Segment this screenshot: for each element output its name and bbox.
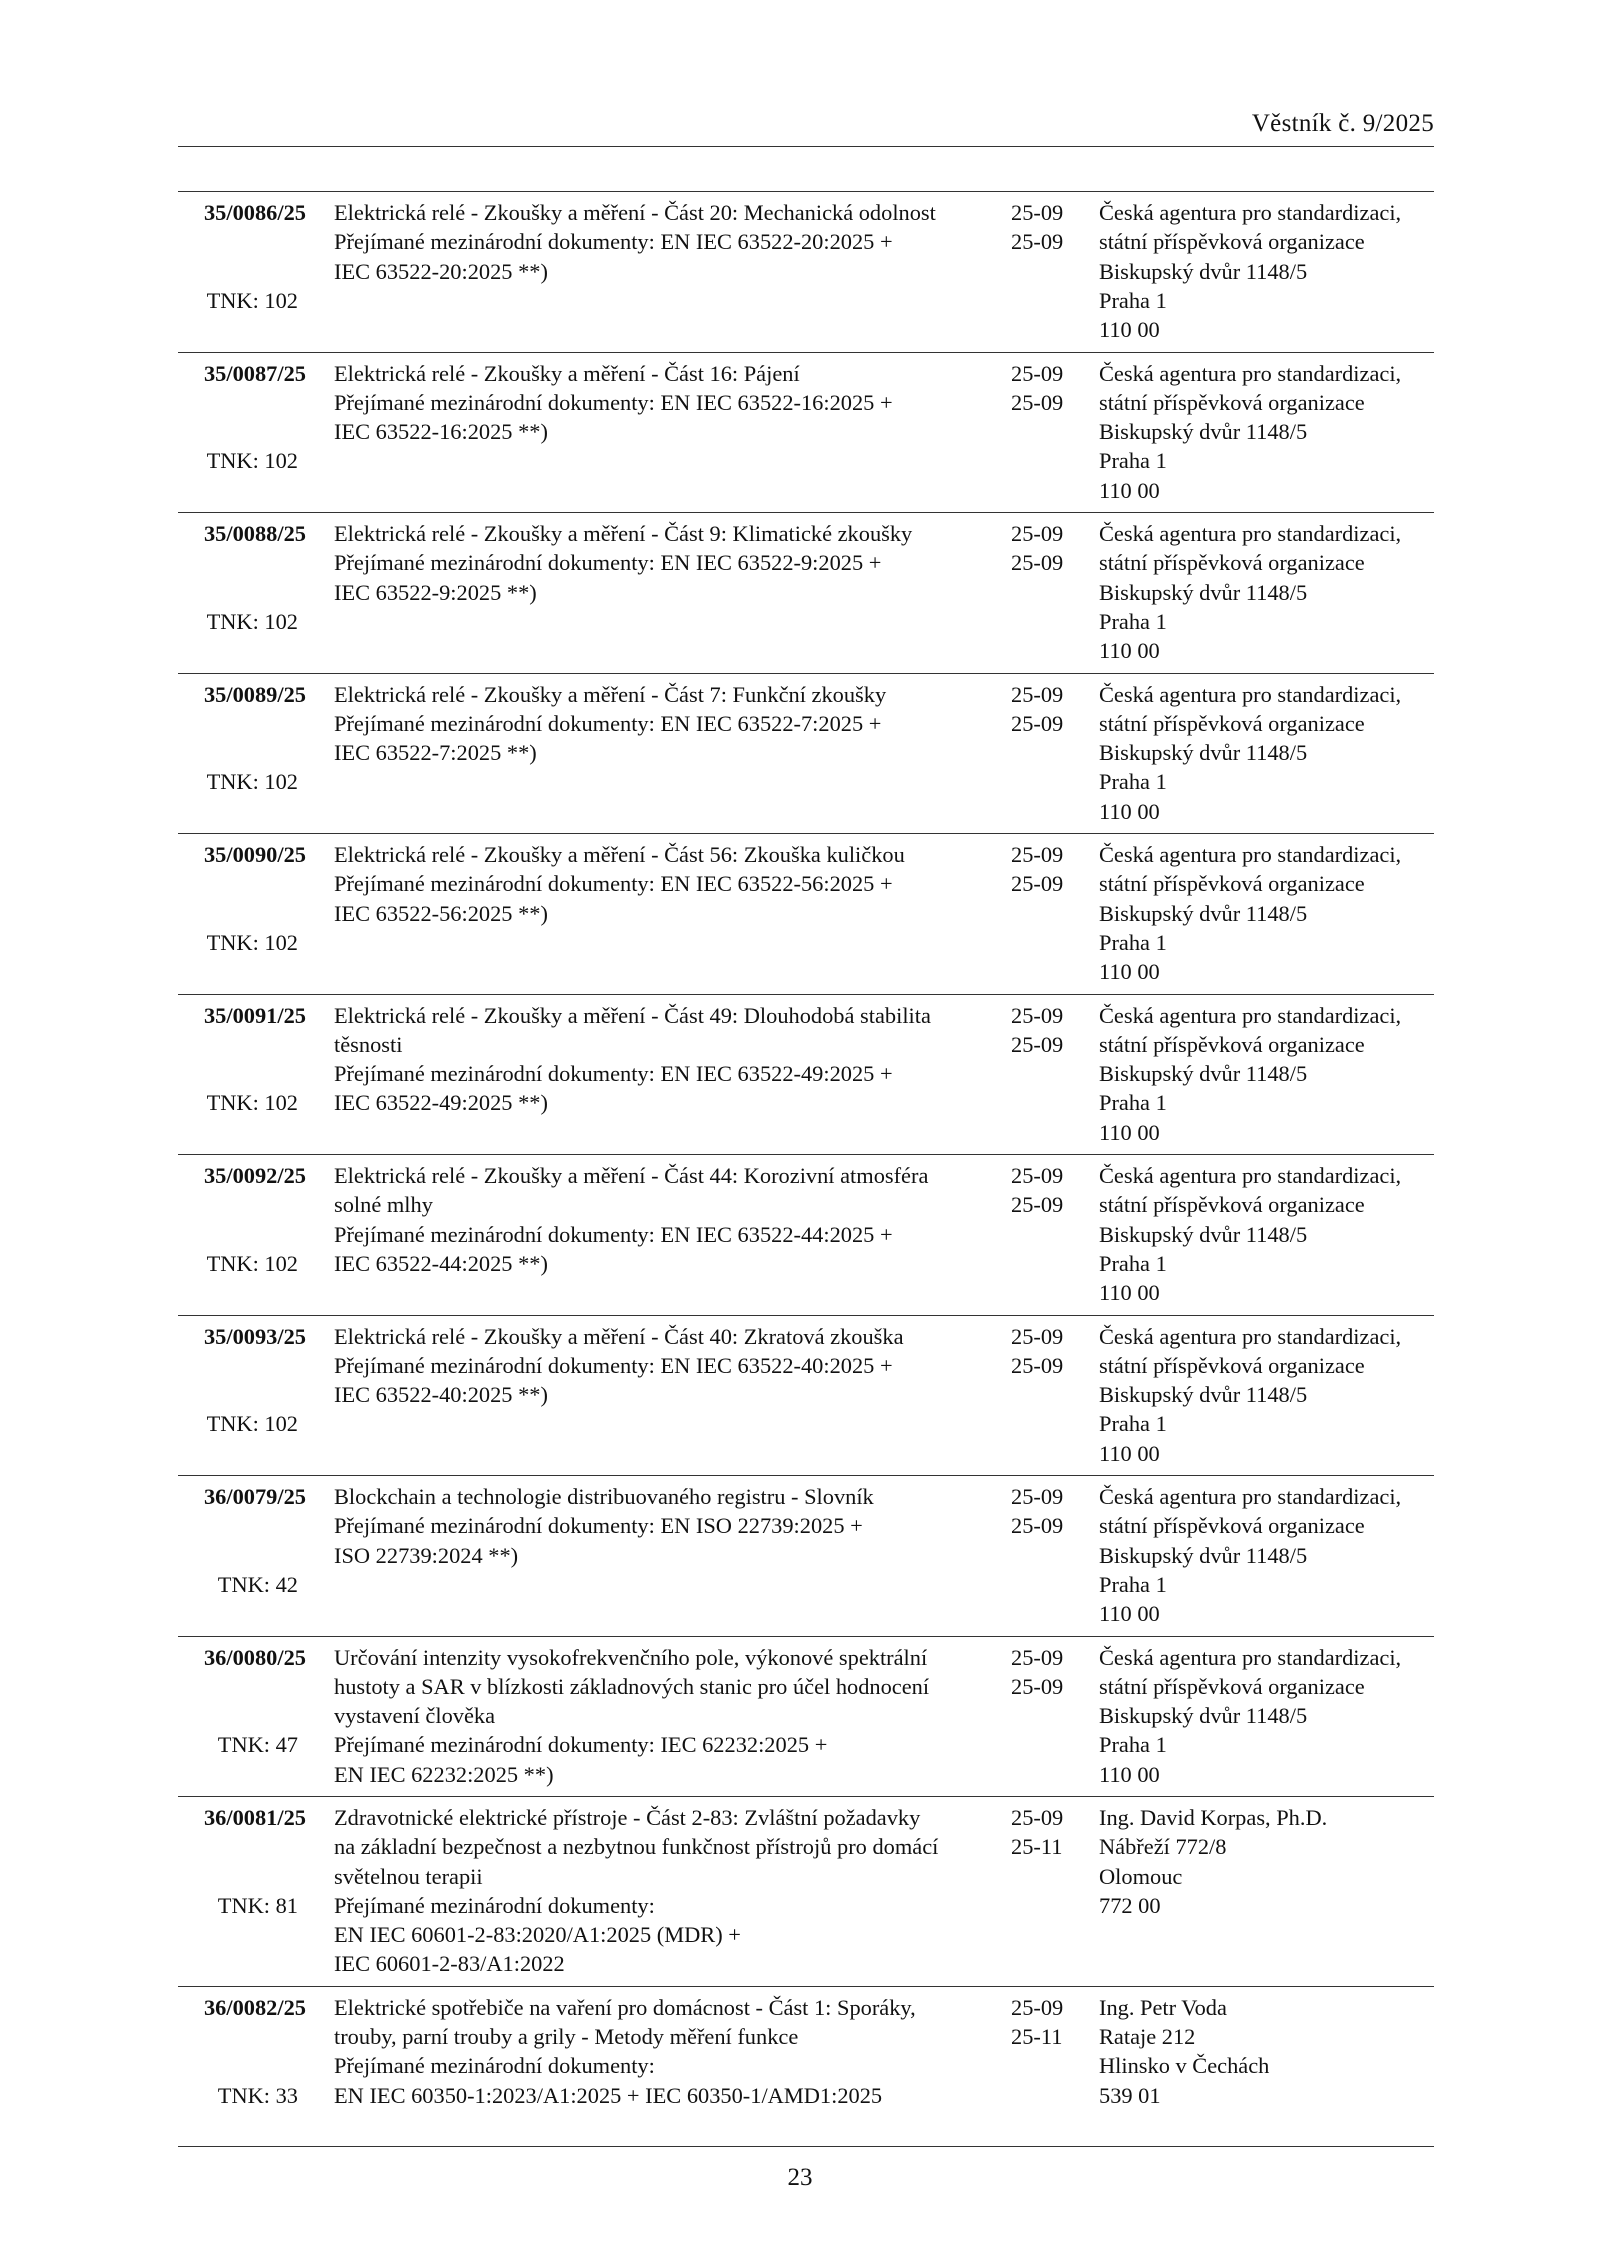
entry-contact [1099,1001,1434,1147]
entry-dates [1011,1001,1081,1060]
contact-line: 110 00 [1099,477,1160,503]
entry-title [334,1993,916,2110]
entry-id: 36/0081/25 [203,1805,306,1830]
date-value: 25-09 [1011,200,1064,225]
title-line: Zdravotnické elektrické přístroje - Část 2-83: Zvláštní požadavky [334,1805,921,1830]
title-line: IEC 63522-16:2025 **) [334,419,548,445]
entry-contact [1099,840,1434,986]
contact-line: Česká agentura pro standardizaci, [1099,521,1402,546]
entry-contact [1099,1993,1434,2110]
entry-title [334,1803,939,1979]
title-line: IEC 63522-7:2025 **) [334,740,537,766]
entry-title [334,1643,930,1789]
table-row [178,1316,1434,1477]
contact-line: Biskupský dvůr 1148/5 [1099,900,1308,926]
entry-contact [1099,1322,1434,1468]
date-value: 25-09 [1011,1484,1064,1509]
contact-line: Praha 1 [1099,1732,1167,1758]
contact-line: 539 01 [1099,2082,1161,2108]
title-line: IEC 63522-40:2025 **) [334,1382,548,1408]
contact-line: Praha 1 [1099,769,1167,795]
contact-line: státní příspěvková organizace [1099,550,1365,576]
entry-dates [1011,1482,1081,1541]
contact-line: 110 00 [1099,1440,1160,1466]
table-row [178,1637,1434,1798]
entry-id-cell [178,1482,306,1511]
entry-id: 36/0082/25 [203,1994,306,2020]
contact-line: státní příspěvková organizace [1099,1352,1365,1378]
entry-dates [1011,1643,1081,1702]
tnk-label: TNK: 33 [217,2082,298,2108]
date-value: 25-09 [1011,1323,1064,1349]
title-line: Elektrická relé - Zkoušky a měření - Část 9: Klimatické zkoušky [334,521,913,546]
title-line: vystavení člověka [334,1703,496,1729]
date-value: 25-09 [1011,842,1064,867]
contact-line: Biskupský dvůr 1148/5 [1099,1221,1308,1247]
entry-id-cell [178,840,306,869]
tnk-label: TNK: 102 [206,1090,298,1116]
entry-dates [1011,1322,1081,1381]
entry-id-cell [178,1993,306,2022]
date-value: 25-09 [1011,1673,1064,1699]
contact-line: Biskupský dvůr 1148/5 [1099,579,1308,605]
title-line: Elektrická relé - Zkoušky a měření - Část 56: Zkouška kuličkou [334,842,905,867]
title-line: Přejímané mezinárodní dokumenty: [334,2053,655,2079]
title-line: IEC 63522-56:2025 **) [334,900,548,926]
entry-dates [1011,1161,1081,1220]
tnk-label: TNK: 42 [217,1571,298,1597]
entry-contact [1099,1803,1434,1920]
contact-line: Praha 1 [1099,929,1167,955]
date-value: 25-09 [1011,389,1064,415]
page-number: 23 [787,2164,813,2191]
entry-dates [1011,680,1081,739]
title-line: EN IEC 60350-1:2023/A1:2025 + IEC 60350-1/AMD1:2025 [334,2082,883,2108]
title-line: ISO 22739:2024 **) [334,1542,519,1568]
entry-contact [1099,519,1434,665]
contact-line: Česká agentura pro standardizaci, [1099,200,1402,225]
title-line: Přejímané mezinárodní dokumenty: [334,1892,655,1918]
tnk-label: TNK: 102 [206,448,298,474]
contact-line: 110 00 [1099,798,1160,824]
tnk-label: TNK: 47 [217,1732,298,1758]
date-value: 25-09 [1011,871,1064,897]
contact-line: Česká agentura pro standardizaci, [1099,1163,1402,1188]
tnk-label: TNK: 102 [206,1411,298,1437]
date-value: 25-09 [1011,1644,1064,1670]
title-line: světelnou terapii [334,1863,483,1889]
contact-line: státní příspěvková organizace [1099,1513,1365,1539]
contact-line: Biskupský dvůr 1148/5 [1099,1382,1308,1408]
entry-dates [1011,198,1081,257]
table-row [178,834,1434,995]
date-value: 25-09 [1011,1352,1064,1378]
entry-title [334,198,936,286]
contact-line: státní příspěvková organizace [1099,229,1365,255]
entry-title [334,1001,931,1118]
title-line: těsnosti [334,1031,403,1057]
title-line: Přejímané mezinárodní dokumenty: EN IEC 63522-49:2025 + [334,1061,893,1087]
table-row [178,1155,1434,1316]
date-value: 25-11 [1011,1834,1063,1860]
contact-line: 110 00 [1099,1601,1160,1627]
entry-id: 35/0088/25 [203,521,306,546]
entry-id: 36/0079/25 [203,1484,306,1509]
table-row [178,513,1434,674]
date-value: 25-09 [1011,550,1064,576]
title-line: hustoty a SAR v blízkosti základnových stanic pro účel hodnocení [334,1673,930,1699]
contact-line: Praha 1 [1099,287,1167,313]
title-line: IEC 63522-9:2025 **) [334,579,537,605]
contact-line: Biskupský dvůr 1148/5 [1099,1542,1308,1568]
contact-line: Rataje 212 [1099,2024,1196,2050]
tnk-label: TNK: 102 [206,929,298,955]
contact-line: 110 00 [1099,959,1160,985]
contact-line: Česká agentura pro standardizaci, [1099,1002,1402,1028]
contact-line: státní příspěvková organizace [1099,389,1365,415]
entry-title [334,1482,874,1570]
contact-line: Praha 1 [1099,1090,1167,1116]
entry-id-cell [178,680,306,709]
table-row [178,1987,1434,2148]
entry-title [334,1322,904,1410]
title-line: Přejímané mezinárodní dokumenty: EN ISO 22739:2025 + [334,1513,863,1539]
contact-line: státní příspěvková organizace [1099,1673,1365,1699]
contact-line: státní příspěvková organizace [1099,871,1365,897]
contact-line: 110 00 [1099,1119,1160,1145]
entry-id-cell [178,359,306,388]
table-row [178,674,1434,835]
title-line: Přejímané mezinárodní dokumenty: EN IEC 63522-20:2025 + [334,229,893,255]
title-line: IEC 63522-20:2025 **) [334,258,548,284]
entry-id: 35/0091/25 [203,1002,306,1028]
date-value: 25-11 [1011,2024,1063,2050]
entry-id-cell [178,1001,306,1030]
table-row [178,995,1434,1156]
contact-line: Praha 1 [1099,1250,1167,1276]
table-row [178,1797,1434,1987]
table-row [178,192,1434,353]
entry-dates [1011,359,1081,418]
entry-dates [1011,519,1081,578]
entry-title [334,840,905,928]
contact-line: Biskupský dvůr 1148/5 [1099,740,1308,766]
entry-id-cell [178,519,306,548]
entry-id: 35/0093/25 [203,1323,306,1349]
entry-id: 35/0086/25 [203,200,306,225]
entry-id: 35/0087/25 [203,360,306,386]
title-line: trouby, parní trouby a grily - Metody měření funkce [334,2024,799,2050]
table-row [178,353,1434,514]
date-value: 25-09 [1011,1192,1064,1218]
entry-id: 35/0089/25 [203,681,306,707]
title-line: Blockchain a technologie distribuovaného registru - Slovník [334,1484,874,1509]
table-row [178,1476,1434,1637]
date-value: 25-09 [1011,1513,1064,1539]
contact-line: Praha 1 [1099,1571,1167,1597]
contact-line: 110 00 [1099,638,1160,664]
contact-line: Praha 1 [1099,448,1167,474]
entry-contact [1099,1643,1434,1789]
title-line: solné mlhy [334,1192,433,1218]
title-line: Elektrická relé - Zkoušky a měření - Část 44: Korozivní atmosféra [334,1163,929,1188]
title-line: Přejímané mezinárodní dokumenty: EN IEC 63522-16:2025 + [334,389,893,415]
title-line: Elektrická relé - Zkoušky a měření - Část 7: Funkční zkoušky [334,681,887,707]
title-line: Elektrická relé - Zkoušky a měření - Část 20: Mechanická odolnost [334,200,936,225]
title-line: na základní bezpečnost a nezbytnou funkčnost přístrojů pro domácí [334,1834,939,1860]
entry-contact [1099,1161,1434,1307]
date-value: 25-09 [1011,521,1064,546]
title-line: Elektrická relé - Zkoušky a měření - Část 40: Zkratová zkouška [334,1323,904,1349]
contact-line: Biskupský dvůr 1148/5 [1099,419,1308,445]
title-line: Elektrické spotřebiče na vaření pro domácnost - Část 1: Sporáky, [334,1994,916,2020]
date-value: 25-09 [1011,681,1064,707]
date-value: 25-09 [1011,1031,1064,1057]
entry-dates [1011,1993,1081,2052]
contact-line: Hlinsko v Čechách [1099,2053,1270,2079]
date-value: 25-09 [1011,1805,1064,1830]
title-line: Elektrická relé - Zkoušky a měření - Část 16: Pájení [334,360,800,386]
entry-contact [1099,359,1434,505]
entry-contact [1099,198,1434,344]
entry-id-cell [178,1161,306,1190]
contact-line: 110 00 [1099,1280,1160,1306]
title-line: IEC 63522-49:2025 **) [334,1090,548,1116]
entry-id-cell [178,198,306,227]
contact-line: Biskupský dvůr 1148/5 [1099,1703,1308,1729]
contact-line: státní příspěvková organizace [1099,1192,1365,1218]
contact-line: Nábřeží 772/8 [1099,1834,1227,1860]
title-line: Přejímané mezinárodní dokumenty: EN IEC 63522-44:2025 + [334,1221,893,1247]
contact-line: Česká agentura pro standardizaci, [1099,360,1402,386]
tnk-label: TNK: 102 [206,769,298,795]
tnk-label: TNK: 102 [206,287,298,313]
contact-line: státní příspěvková organizace [1099,710,1365,736]
contact-line: Biskupský dvůr 1148/5 [1099,1061,1308,1087]
entry-id: 35/0092/25 [203,1163,306,1188]
contact-line: 772 00 [1099,1892,1161,1918]
entry-contact [1099,680,1434,826]
entry-id: 36/0080/25 [203,1644,306,1670]
title-line: Přejímané mezinárodní dokumenty: EN IEC 63522-56:2025 + [334,871,893,897]
entry-dates [1011,1803,1081,1862]
contact-line: Ing. David Korpas, Ph.D. [1099,1805,1328,1830]
contact-line: Česká agentura pro standardizaci, [1099,842,1402,867]
contact-line: Praha 1 [1099,1411,1167,1437]
contact-line: státní příspěvková organizace [1099,1031,1365,1057]
tnk-label: TNK: 102 [206,1250,298,1276]
title-line: IEC 60601-2-83/A1:2022 [334,1951,565,1977]
title-line: IEC 63522-44:2025 **) [334,1250,548,1276]
contact-line: Česká agentura pro standardizaci, [1099,681,1402,707]
entry-title [334,519,913,607]
title-line: Přejímané mezinárodní dokumenty: EN IEC 63522-7:2025 + [334,710,882,736]
title-line: EN IEC 62232:2025 **) [334,1761,554,1787]
date-value: 25-09 [1011,229,1064,255]
contact-line: Česká agentura pro standardizaci, [1099,1484,1402,1509]
date-value: 25-09 [1011,1994,1064,2020]
contact-line: Česká agentura pro standardizaci, [1099,1323,1402,1349]
title-line: Určování intenzity vysokofrekvenčního pole, výkonové spektrální [334,1644,928,1670]
contact-line: Biskupský dvůr 1148/5 [1099,258,1308,284]
tnk-label: TNK: 81 [217,1892,298,1918]
entry-id-cell [178,1643,306,1672]
title-line: Přejímané mezinárodní dokumenty: EN IEC 63522-40:2025 + [334,1352,893,1378]
contact-line: Praha 1 [1099,608,1167,634]
entry-title [334,359,893,447]
title-line: Přejímané mezinárodní dokumenty: EN IEC 63522-9:2025 + [334,550,882,576]
contact-line: Ing. Petr Voda [1099,1994,1227,2020]
entry-id: 35/0090/25 [203,842,306,867]
entry-id-cell [178,1803,306,1832]
contact-line: 110 00 [1099,317,1160,343]
tnk-label: TNK: 102 [206,608,298,634]
contact-line: 110 00 [1099,1761,1160,1787]
contact-line: Česká agentura pro standardizaci, [1099,1644,1402,1670]
title-line: Elektrická relé - Zkoušky a měření - Část 49: Dlouhodobá stabilita [334,1002,931,1028]
standards-table [178,191,1434,2147]
entry-title [334,680,887,768]
date-value: 25-09 [1011,360,1064,386]
title-line: Přejímané mezinárodní dokumenty: IEC 62232:2025 + [334,1732,828,1758]
entry-contact [1099,1482,1434,1628]
page-header [178,110,1434,147]
date-value: 25-09 [1011,710,1064,736]
date-value: 25-09 [1011,1002,1064,1028]
contact-line: Olomouc [1099,1863,1183,1889]
title-line: EN IEC 60601-2-83:2020/A1:2025 (MDR) + [334,1922,741,1948]
date-value: 25-09 [1011,1163,1064,1188]
entry-dates [1011,840,1081,899]
entry-id-cell [178,1322,306,1351]
journal-title: Věstník č. 9/2025 [1251,110,1434,137]
entry-title [334,1161,929,1278]
